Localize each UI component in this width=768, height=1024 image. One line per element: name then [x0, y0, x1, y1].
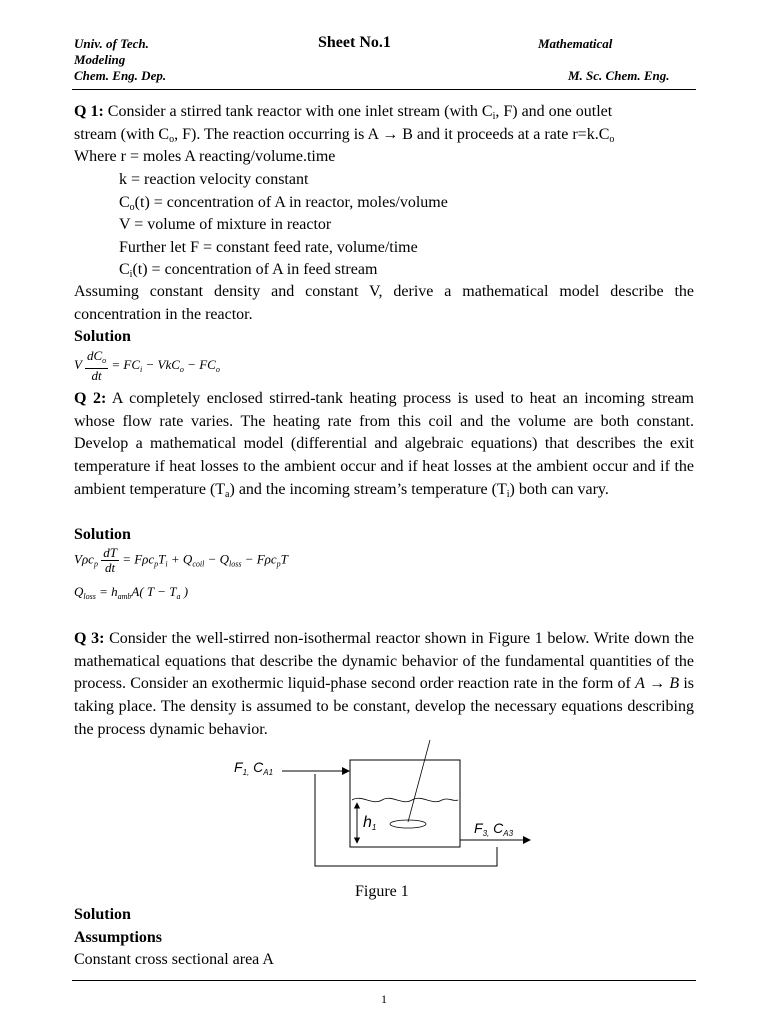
outlet-conc: C [489, 820, 504, 836]
q1-def-f: Further let F = constant feed rate, volume/time [119, 239, 418, 256]
q2-text: A completely enclosed stirred-tank heating process is used to heat an incoming stream whose flow rate varies. The heating rate from this coil and the volume are both constant. Develop a mathematical model (differential and algebraic equations) that describes the exit temperature if heat losses to the ambient occur and if heat losses at the ambient occur and if the ambient temperature (T [74, 390, 694, 498]
eq3-sub: amb [117, 592, 132, 601]
q1-def-v: V = volume of mixture in reactor [119, 216, 332, 233]
q1-solution-heading: Solution [74, 328, 131, 345]
q1-def-text: C [119, 261, 130, 278]
inlet-conc: C [249, 759, 264, 775]
level-label [363, 814, 376, 832]
eq2-sub: loss [228, 559, 242, 569]
q1-text: Consider a stirred tank reactor with one inlet stream (with C [103, 103, 493, 120]
eq1-term: = FC [111, 356, 141, 372]
eq2-sub: coil [192, 559, 205, 569]
tank-outline [350, 760, 460, 847]
eq2-denominator: dt [105, 560, 116, 575]
q1-def-sub: o [129, 202, 135, 213]
outlet-conc-sub: A3 [503, 829, 514, 838]
q1-def-text: (t) = concentration of A in feed stream [132, 261, 378, 278]
eq1-denominator: dt [91, 368, 102, 383]
eq1-sub: i [140, 364, 143, 374]
eq2-term: T [158, 551, 166, 567]
q1-text: , F). The reaction occurring is A → B and it proceeds at a rate r=k.C [174, 126, 610, 143]
eq2-numerator: dT [103, 545, 117, 560]
eq3-term: = h [95, 584, 118, 599]
q1-sub: i [492, 111, 496, 122]
sheet-title: Sheet No.1 [318, 34, 391, 51]
footer-rule [72, 980, 696, 981]
q3-species-b: B [669, 675, 680, 693]
q3-text: is taking place. The density is assumed to be constant, develop the necessary equations describing the process dynamic behavior. [74, 675, 695, 738]
q3-species-a: A [635, 675, 645, 693]
eq2-term: Vρc [74, 551, 94, 567]
header-department: Chem. Eng. Dep. [74, 68, 167, 83]
q1-sub: o [609, 134, 615, 145]
header-institution: Univ. of Tech. [74, 36, 149, 51]
eq2-term: − Fρc [241, 551, 277, 567]
eq2-term: − Q [204, 551, 229, 567]
q1-text: , F) and one outlet [495, 103, 613, 120]
inlet-flow-sub: 1, [242, 768, 250, 777]
eq3-term: A( T − T [131, 584, 177, 599]
stirrer-shaft [408, 740, 430, 822]
header-program: M. Sc. Chem. Eng. [568, 68, 670, 83]
eq1-term: dC [86, 348, 103, 363]
page-number: 1 [381, 992, 387, 1006]
figure-caption: Figure 1 [355, 883, 409, 900]
q2-sub: a [225, 488, 230, 500]
q1-def-sub: i [129, 269, 133, 280]
eq1-sub: o [215, 364, 220, 374]
q2-text: ) and the incoming stream’s temperature (T [229, 480, 507, 498]
q2-sub: i [506, 488, 510, 500]
q1-assumption: Assuming constant density and constant V, derive a mathematical model describe the concentration in the reactor. [74, 283, 694, 323]
eq3-sub: a [176, 592, 181, 601]
outlet-flow: F [474, 820, 483, 836]
level-h: h [363, 814, 372, 831]
level-h-sub: 1 [371, 823, 377, 832]
q3-solution-heading: Solution [74, 906, 131, 923]
q2-text: ) both can vary. [509, 480, 609, 498]
q1-text: stream (with C [74, 126, 170, 143]
q3-arrow: → [644, 675, 670, 693]
q1-where: Where r = moles A reacting/volume.time [74, 148, 336, 165]
eq2-term: T [280, 551, 288, 567]
eq3-term: Q [74, 584, 84, 599]
q3-label: Q 3: [74, 630, 105, 647]
eq3-term: ) [180, 584, 189, 599]
q1-label: Q 1: [74, 103, 104, 120]
eq2-sub: p [276, 559, 281, 569]
outlet-flow-sub: 3, [482, 829, 490, 838]
eq2-term: = Fρc [122, 551, 155, 567]
inlet-label [234, 759, 273, 777]
eq3-sub: loss [83, 592, 96, 601]
eq2-sub: p [93, 559, 98, 569]
q3-text: Consider the well-stirred non-isothermal reactor shown in Figure 1 below. Write down the mathematical equations that describe the dynamic behavior of the fundamental quantities of the process. Consider an exothermic liquid-phase second order reaction rate in the form of [74, 630, 694, 693]
eq2-term: + Q [167, 551, 193, 567]
q2-label: Q 2: [74, 390, 107, 407]
eq1-term: V [74, 356, 82, 372]
assumptions-heading: Assumptions [74, 929, 163, 946]
outlet-label [474, 820, 513, 838]
assumption-item-1: Constant cross sectional area A [74, 951, 274, 968]
q1-def-k: k = reaction velocity constant [119, 171, 309, 188]
q1-def-text: C [119, 194, 130, 211]
header-course: Mathematical [538, 36, 613, 51]
q2-solution-heading: Solution [74, 526, 131, 543]
eq2-sub: p [154, 559, 159, 569]
q1-def-text: (t) = concentration of A in reactor, moles/volume [134, 194, 448, 211]
eq1-term: − FC [183, 356, 216, 372]
inlet-flow: F [234, 759, 243, 775]
eq1-term: − VkC [142, 356, 180, 372]
eq1-sub: o [179, 364, 184, 374]
eq2-sub: i [165, 559, 168, 569]
eq1-sub: o [102, 356, 107, 365]
q1-sub: o [169, 134, 175, 145]
header-course-cont: Modeling [74, 52, 126, 67]
liquid-surface [352, 798, 458, 801]
inlet-conc-sub: A1 [263, 768, 274, 777]
